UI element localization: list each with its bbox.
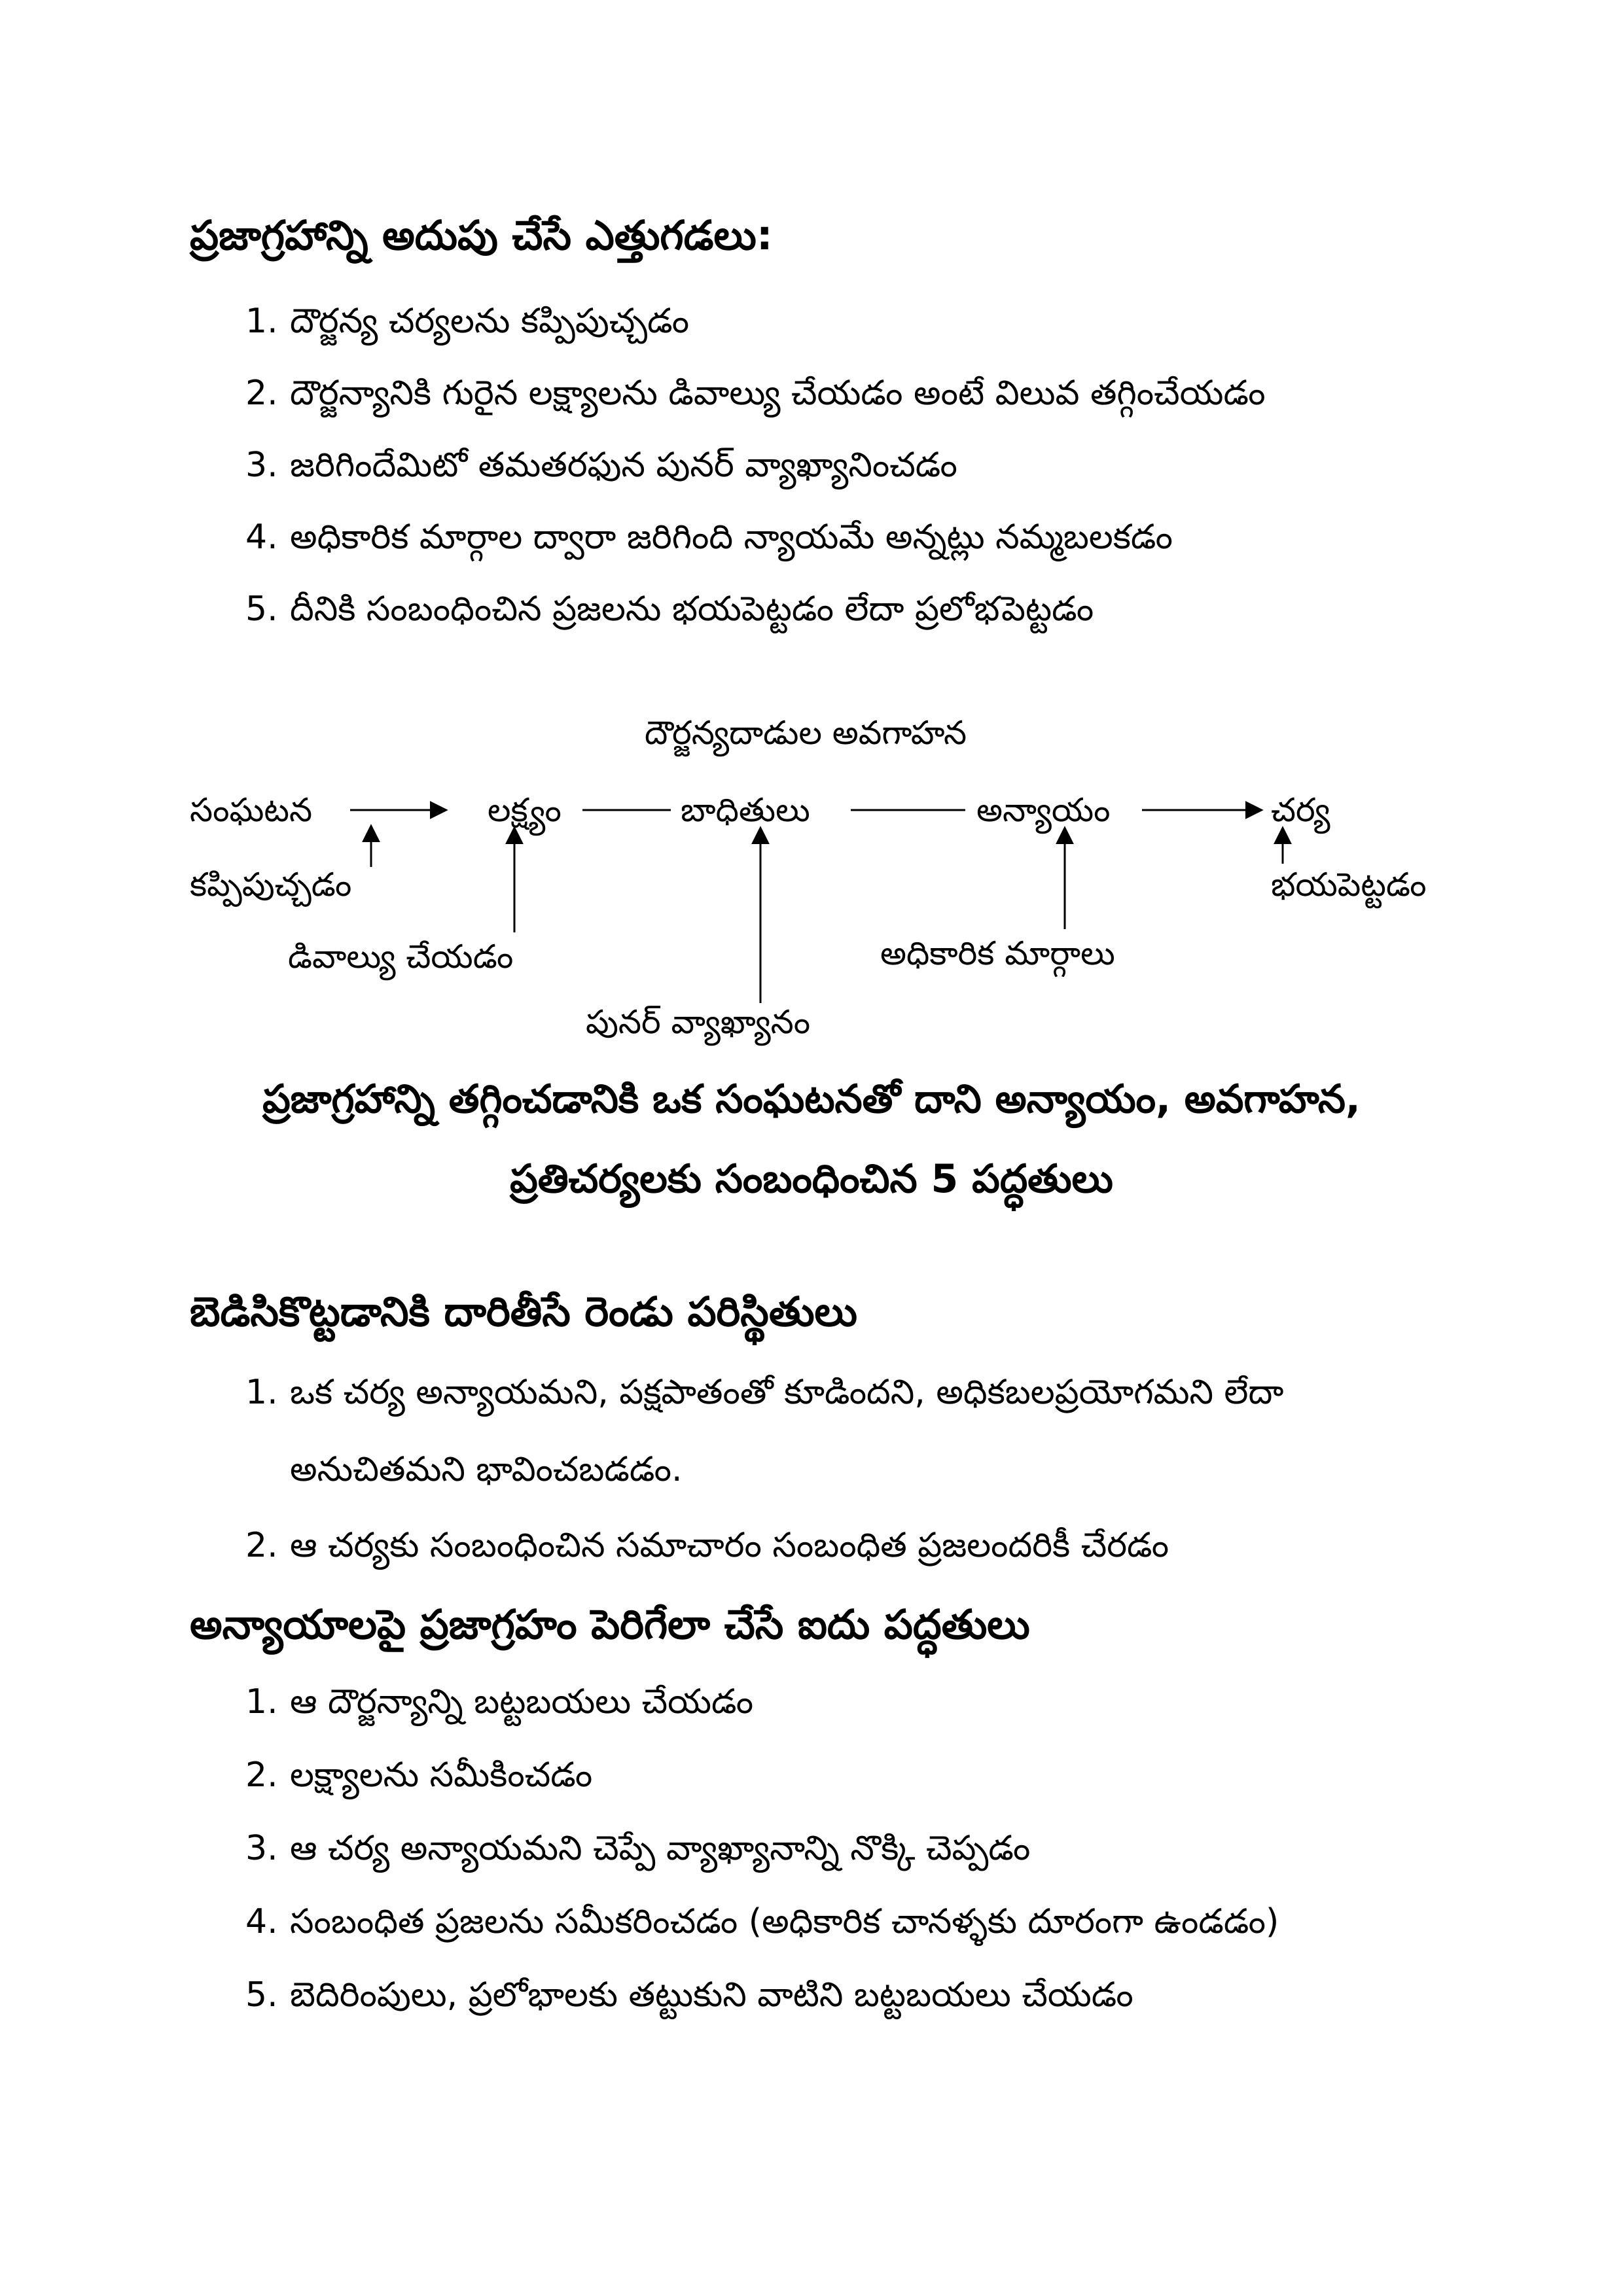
list-item-continuation: అనుచితమని భావించబడడం. (290, 1450, 683, 1489)
diagram-caption-line1: ప్రజాగ్రహాన్ని తగ్గించడానికి ఒక సంఘటనతో దాని అన్యాయం, అవగాహన, (262, 1076, 1361, 1122)
section3-heading: అన్యాయాలపై ప్రజాగ్రహం పెరిగేలా చేసే ఐదు పద్ధతులు (190, 1600, 1030, 1648)
list-item (245, 1899, 1279, 1945)
list-text: లక్ష్యాలను సమీకించడం (290, 1756, 593, 1795)
node-action: చర్య (1271, 791, 1330, 829)
list-text: దౌర్జన్య చర్యలను కప్పిపుచ్చడం (290, 302, 690, 341)
list-item (245, 1523, 1169, 1568)
node-injustice: అన్యాయం (976, 791, 1111, 829)
list-item (245, 1972, 1133, 2018)
list-number: 1. (245, 1373, 278, 1412)
tactic-cover-up: కప్పిపుచ్చడం (190, 866, 352, 904)
diagram-caption-line2: ప్రతిచర్యలకు సంబంధించిన 5 పద్ధతులు (510, 1156, 1113, 1202)
list-number: 2. (245, 374, 278, 413)
diagram-connectors (0, 0, 1623, 1080)
list-item (245, 1752, 592, 1798)
list-number: 4. (245, 1902, 278, 1941)
list-text: బెదిరింపులు, ప్రలోభాలకు తట్టుకుని వాటిని బట్టబయలు చేయడం (290, 1975, 1133, 2015)
list-text: ఆ చర్య అన్యాయమని చెప్పే వ్యాఖ్యానాన్ని నొక్కి చెప్పడం (290, 1829, 1031, 1868)
tactic-reinterpret: పునర్ వ్యాఖ్యానం (586, 1003, 811, 1041)
node-incident: సంఘటన (190, 791, 313, 829)
section2-heading: బెడిసికొట్టడానికి దారితీసే రెండు పరిస్థితులు (190, 1288, 857, 1335)
list-number: 1. (245, 302, 278, 341)
list-number: 3. (245, 1829, 278, 1868)
list-number: 3. (245, 446, 278, 485)
list-text: దౌర్జన్యానికి గురైన లక్ష్యాలను డివాల్యు చేయడం అంటే విలువ తగ్గించేయడం (290, 374, 1266, 413)
list-text: ఆ దౌర్జన్యాన్ని బట్టబయలు చేయడం (290, 1682, 754, 1722)
tactic-intimidate: భయపెట్టడం (1271, 866, 1427, 904)
tactic-devalue: డివాల్యు చేయడం (288, 938, 514, 976)
list-item (245, 1369, 1284, 1415)
list-text: అధికారిక మార్గాల ద్వారా జరిగింది న్యాయమే అన్నట్లు నమ్మబలకడం (290, 518, 1173, 557)
diagram-top-label: దౌర్జన్యదాడుల అవగాహన (645, 714, 967, 752)
list-number: 5. (245, 1975, 278, 2015)
list-number: 2. (245, 1526, 278, 1565)
list-item (245, 1826, 1030, 1871)
list-text: దీనికి సంబంధించిన ప్రజలను భయపెట్టడం లేదా ప్రలోభపెట్టడం (290, 590, 1094, 629)
section1-heading: ప్రజాగ్రహాన్ని అదుపు చేసే ఎత్తుగడలు: (190, 211, 773, 259)
list-item (245, 1679, 753, 1725)
list-text: జరిగిందేమిటో తమతరఫున పునర్ వ్యాఖ్యానించడం (290, 446, 957, 485)
node-victims: బాధితులు (681, 791, 810, 829)
list-number: 5. (245, 590, 278, 629)
list-text: ఆ చర్యకు సంబంధించిన సమాచారం సంబంధిత ప్రజలందరికీ చేరడం (290, 1526, 1169, 1565)
tactic-official-channels: అధికారిక మార్గాలు (880, 934, 1115, 972)
list-text: సంబంధిత ప్రజలను సమీకరించడం (అధికారిక చానళ్ళకు దూరంగా ఉండడం) (290, 1902, 1279, 1941)
list-text: ఒక చర్య అన్యాయమని, పక్షపాతంతో కూడిందని, అధికబలప్రయోగమని లేదా (290, 1373, 1284, 1412)
node-target: లక్ష్యం (488, 791, 562, 829)
list-number: 1. (245, 1682, 278, 1722)
list-number: 4. (245, 518, 278, 557)
list-number: 2. (245, 1756, 278, 1795)
